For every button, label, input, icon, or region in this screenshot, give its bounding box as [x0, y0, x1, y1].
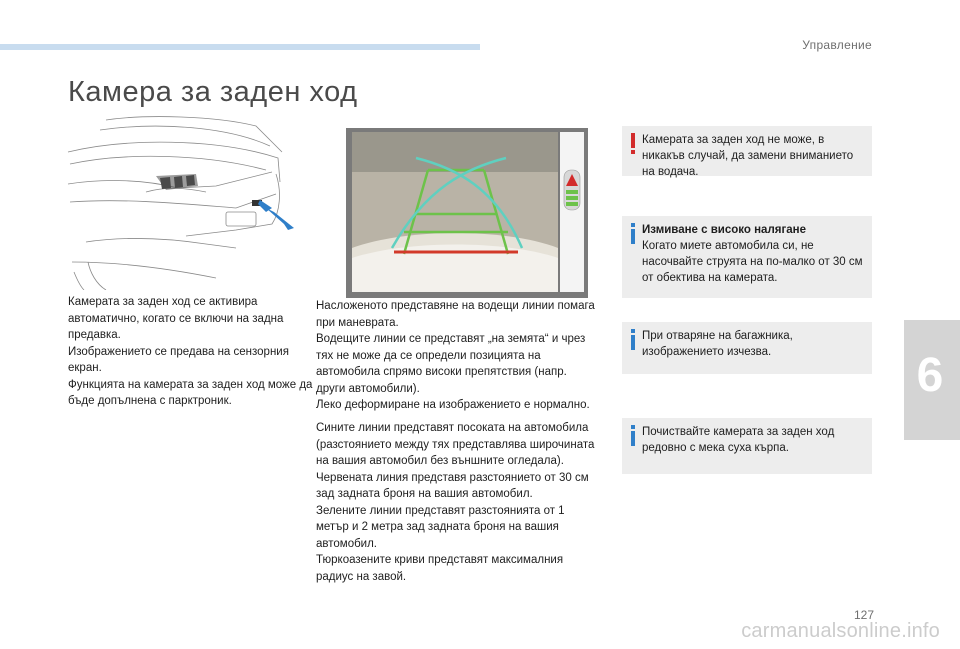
paragraph: Сините линии представят посоката на автомобила (разстоянието между тях представлява широчината на вашия автомобил без външните огледала).: [316, 422, 595, 467]
paragraph: Камерата за заден ход се активира автоматично, когато се включи на задна предавка.: [68, 296, 284, 341]
watermark: carmanualsonline.info: [741, 620, 940, 642]
paragraph: Водещите линии се представят „на земята“ и чрез тях не може да се определи позицията на автомобила спрямо високи препятствия (напр. други автомобили).: [316, 333, 586, 395]
paragraph: Зелените линии представят разстоянията от 1 метър и 2 метра зад задната броня на вашия автомобил.: [316, 504, 565, 550]
info-icon: [628, 329, 638, 351]
info-note-washing: [622, 216, 872, 298]
guidelines-legend-text: [316, 420, 596, 585]
guidelines-text: [316, 298, 596, 414]
info-note-trunk: [622, 322, 872, 374]
paragraph: Насложеното представяне на водещи линии помага при маневрата.: [316, 300, 595, 329]
intro-text: [68, 294, 318, 410]
section-label: Управление: [802, 38, 872, 52]
info-icon: [628, 425, 638, 447]
note-text: Почиствайте камерата за заден ход редовно с мека суха кърпа.: [642, 426, 835, 454]
note-text: Когато миете автомобила си, не насочвайте струята на по-малко от 30 см от обектива на камерата.: [642, 240, 863, 284]
paragraph: Изображението се предава на сензорния екран.: [68, 345, 289, 374]
info-icon: [628, 223, 638, 245]
page-title: Камера за заден ход: [68, 76, 358, 108]
paragraph: Функцията на камерата за заден ход може да бъде допълнена с парктроник.: [68, 378, 313, 407]
header-accent-bar: [0, 44, 480, 50]
paragraph: Леко деформиране на изображението е нормално.: [316, 399, 590, 411]
note-text: При отваряне на багажника, изображението изчезва.: [642, 330, 793, 358]
camera-pointer-arrow: [266, 208, 294, 230]
warning-text: Камерата за заден ход не може, в никакъв случай, да замени вниманието на водача.: [642, 134, 854, 178]
chapter-number: 6: [916, 349, 944, 402]
paragraph: Тюркоазените криви представят максималния радиус на завой.: [316, 554, 564, 583]
page-number: 127: [853, 608, 874, 622]
note-heading: Измиване с високо налягане: [642, 224, 806, 236]
paragraph: Червената линия представя разстоянието от 30 см зад задната броня на вашия автомобил.: [316, 471, 589, 500]
exclamation-icon: [628, 133, 638, 155]
car-rear-illustration: [66, 112, 298, 290]
warning-note: [622, 126, 872, 176]
camera-display-screen: [346, 128, 588, 298]
info-note-cleaning: [622, 418, 872, 474]
